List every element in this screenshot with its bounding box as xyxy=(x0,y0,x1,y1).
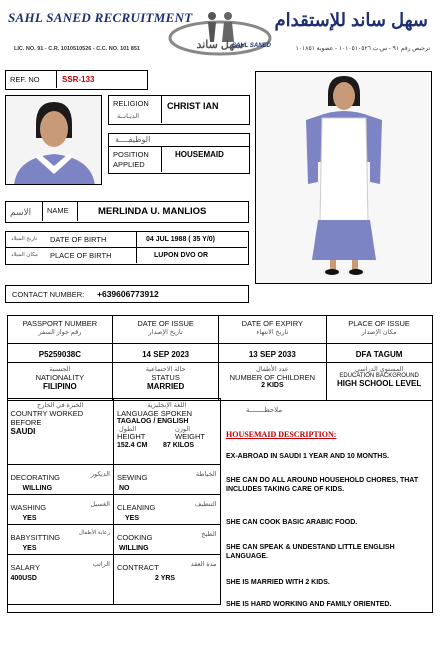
contact-value: +639606773912 xyxy=(97,289,159,299)
nationality-value: FILIPINO xyxy=(42,381,77,391)
pob-value: LUPON DVO OR xyxy=(154,252,209,259)
nationality-label: NATIONALITY xyxy=(35,372,85,382)
contract-label-ar: مدة العقد xyxy=(190,561,217,568)
date-of-issue-header-ar: تاريخ الإصدار xyxy=(148,328,183,336)
passport-number-header: PASSPORT NUMBER xyxy=(22,318,98,328)
company-name-ar: سهل ساند للإستقدام xyxy=(274,10,428,30)
description-line-5: SHE IS MARRIED WITH 2 KIDS. xyxy=(226,579,330,586)
education-value: HIGH SCHOOL LEVEL xyxy=(336,378,422,388)
job-label-ar: الوظيفــــة xyxy=(115,135,151,144)
height-value: 152.4 CM xyxy=(116,442,148,449)
contact-row xyxy=(5,285,249,303)
remarks-panel xyxy=(222,402,431,610)
religion-position-group xyxy=(108,95,250,181)
religion-label: RELIGION xyxy=(113,99,149,108)
weight-value: 87 KILOS xyxy=(162,442,195,449)
ref-label: REF. NO xyxy=(10,75,40,84)
babysitting-value: YES xyxy=(22,545,37,552)
education-label-ar: المستوى الدراسي xyxy=(354,365,404,373)
dob-label: DATE OF BIRTH xyxy=(50,235,107,244)
passport-number-value: P5259038C xyxy=(38,349,82,359)
babysitting-label: BABYSITTING xyxy=(10,533,61,542)
children-label: NUMBER OF CHILDREN xyxy=(229,372,316,382)
date-of-expiry-value: 13 SEP 2033 xyxy=(248,349,296,359)
date-of-expiry-header-ar: تاريخ الانتهاء xyxy=(256,328,289,336)
salary-label: SALARY xyxy=(10,563,40,572)
remarks-label-ar: ملاحظـــــــة xyxy=(246,407,283,414)
cooking-label: COOKING xyxy=(116,533,153,542)
cooking-value: WILLING xyxy=(118,545,149,552)
description-title: HOUSEMAID DESCRIPTION: xyxy=(226,430,337,439)
description-line-1: EX-ABROAD IN SAUDI 1 YEAR AND 10 MONTHS. xyxy=(226,453,389,460)
decorating-value: WILLING xyxy=(22,485,53,492)
position-row xyxy=(108,146,250,174)
position-value: HOUSEMAID xyxy=(175,150,224,159)
cleaning-label-ar: التنظيف xyxy=(194,501,217,508)
country-value: SAUDI xyxy=(10,427,36,436)
salary-label-ar: الراتب xyxy=(92,561,110,568)
status-label: STATUS xyxy=(151,372,180,382)
babysitting-label-ar: رعاية الأطفال xyxy=(78,530,110,536)
description-line-4: SHE CAN SPEAK & UNDESTAND LITTLE ENGLISH LANGUAGE. xyxy=(226,544,395,560)
salary-value: 400USD xyxy=(10,575,37,582)
full-body-photo xyxy=(255,71,432,284)
name-label: NAME xyxy=(47,206,69,215)
country-label-ar: الخبرة في الخارج xyxy=(37,402,84,409)
passport-number-header-ar: رقم جواز السفر xyxy=(38,328,82,336)
contract-value: 2 YRS xyxy=(154,575,176,582)
place-of-issue-header-ar: مكان الإصدار xyxy=(361,328,397,336)
date-of-issue-header: DATE OF ISSUE xyxy=(137,318,194,328)
skills-table xyxy=(7,398,221,605)
company-name-en: SAHL SANED RECRUITMENT xyxy=(8,10,193,25)
sewing-value: NO xyxy=(118,485,130,492)
washing-label: WASHING xyxy=(10,503,47,512)
cleaning-label: CLEANING xyxy=(116,503,156,512)
decorating-label-ar: الديكور xyxy=(90,471,110,478)
portrait-photo xyxy=(5,95,102,185)
pob-label: PLACE OF BIRTH xyxy=(50,251,112,260)
contract-label: CONTRACT xyxy=(116,563,159,572)
children-value: 2 KIDS xyxy=(261,381,284,389)
washing-value: YES xyxy=(22,515,37,522)
children-label-ar: عدد الأطفال xyxy=(256,365,289,373)
sewing-label: SEWING xyxy=(116,473,148,482)
religion-label-ar: الديـانــة xyxy=(117,113,139,120)
decorating-label: DECORATING xyxy=(10,473,60,482)
birth-rows xyxy=(5,231,249,265)
weight-label-ar: الوزن xyxy=(174,426,191,433)
pob-label-ar: مكان الميلاد xyxy=(11,252,39,258)
height-label: HEIGHT xyxy=(116,432,146,441)
position-label: POSITION APPLIED xyxy=(113,150,149,169)
education-label: EDUCATION BACKGROUND xyxy=(339,372,419,379)
license-info-en: LIC. NO. 91 - C.R. 1010510526 - C.C. NO. 101 851 xyxy=(14,46,140,52)
name-value: MERLINDA U. MANLIOS xyxy=(98,206,207,217)
name-row xyxy=(5,201,249,223)
place-of-issue-header: PLACE OF ISSUE xyxy=(348,318,410,328)
ref-value: SSR-133 xyxy=(62,75,95,84)
contact-label: CONTACT NUMBER: xyxy=(12,290,85,299)
washing-label-ar: الغسيل xyxy=(90,501,110,508)
date-of-issue-value: 14 SEP 2023 xyxy=(142,349,190,359)
status-label-ar: حالة الاجتماعية xyxy=(145,365,186,373)
company-logo xyxy=(160,8,280,60)
svg-text:سهل ساند: سهل ساند xyxy=(196,39,244,51)
dob-label-ar: تاريخ الميلاد xyxy=(11,236,38,242)
date-of-expiry-header: DATE OF EXPIRY xyxy=(241,318,304,328)
language-label: LANGUAGE SPOKEN xyxy=(116,409,193,418)
ref-box xyxy=(5,70,148,90)
status-value: MARRIED xyxy=(146,381,185,391)
height-label-ar: الطول xyxy=(118,426,137,433)
weight-label: WEIGHT xyxy=(174,432,205,441)
job-row xyxy=(108,133,250,147)
name-label-ar: الاسم xyxy=(10,207,32,217)
language-value: TAGALOG / ENGLISH xyxy=(116,418,189,425)
dob-value: 04 JUL 1988 ( 35 Y/0) xyxy=(146,236,216,243)
sewing-label-ar: الخياطة xyxy=(195,471,217,478)
cleaning-value: YES xyxy=(124,515,139,522)
religion-row xyxy=(108,95,250,125)
license-info-ar: ترخيص رقم ٩١ - س.ت ١٠١٠٥١٠٥٢٦ - عضوية ١٠١٨٥١ xyxy=(295,46,430,52)
description-line-2: SHE CAN DO ALL AROUND HOUSEHOLD CHORES, THAT INCLUDES TAKING CARE OF KIDS. xyxy=(226,477,419,493)
cooking-label-ar: الطبخ xyxy=(201,531,217,538)
description-line-6: SHE IS HARD WORKING AND FAMILY ORIENTED. xyxy=(226,601,392,608)
details-grid xyxy=(7,315,433,613)
country-label: COUNTRY WORKED BEFORE xyxy=(10,409,84,427)
passport-table xyxy=(7,315,433,401)
logo-text-en: SAHL SANED xyxy=(232,43,271,49)
place-of-issue-value: DFA TAGUM xyxy=(355,349,403,359)
language-label-ar: اللغة الإنجليزية xyxy=(147,402,187,409)
description-line-3: SHE CAN COOK BASIC ARABIC FOOD. xyxy=(226,519,358,526)
nationality-label-ar: الجنسية xyxy=(49,365,71,373)
religion-value: CHRIST IAN xyxy=(167,101,219,111)
